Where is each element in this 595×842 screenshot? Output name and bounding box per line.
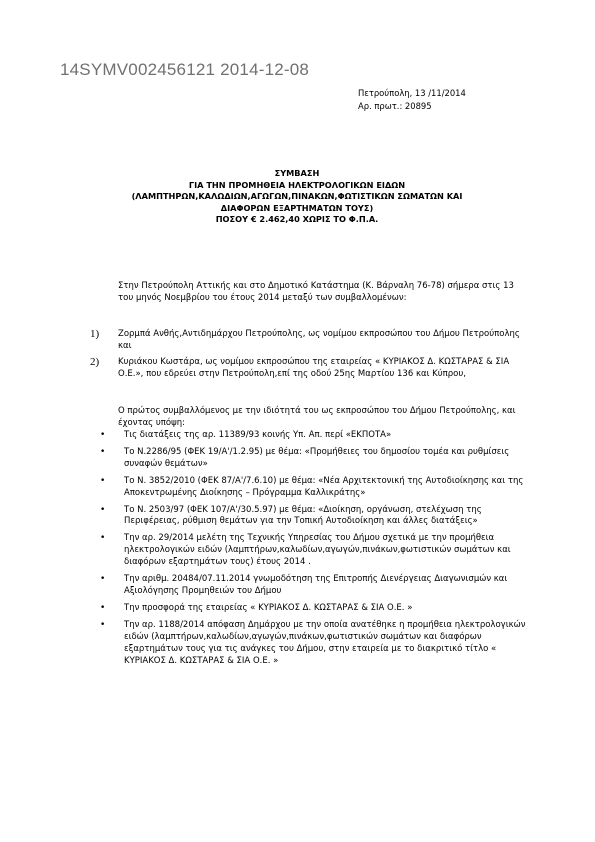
list-item-text: Την αριθμ. 20484/07.11.2014 γνωμοδότηση της Επιτροπής Διενέργειας Διαγωνισμών και Αξιολόγησης Προμηθειών του Δήμου [124,574,508,596]
list-item-text: Την αρ. 1188/2014 απόφαση Δημάρχου με την οποία ανατέθηκε η προμήθεια ηλεκτρολογικών ειδών (λαμπτήρων,καλωδίων,αγωγών,πινάκων,φωτιστικών σωμάτων και διαφόρων εξαρτημάτων τους για τις ανάγκες του Δήμου, στην εταιρεία με το διακριτικό τίτλο « ΚΥΡΙΑΚΟΣ Δ. ΚΩΣΤΑΡΑΣ & ΣΙΑ Ο.Ε. » [124,619,526,666]
bullet-icon: • [100,430,106,440]
title-line-2: ΓΙΑ ΤΗΝ ΠΡΟΜΗΘΕΙΑ ΗΛΕΚΤΡΟΛΟΓΙΚΩΝ ΕΙΔΩΝ [188,179,406,190]
list-item [100,505,540,529]
title-line-1: ΣΥΜΒΑΣΗ [274,168,320,178]
document-title [70,168,524,226]
protocol-number: Αρ. πρωτ.: 20895 [358,101,432,111]
title-line-3: (ΛΑΜΠΤΗΡΩΝ,ΚΑΛΩΔΙΩΝ,ΑΓΩΓΩΝ,ΠΙΝΑΚΩΝ,ΦΩΤΙΣΤΙΚΩΝ ΣΩΜΑΤΩΝ ΚΑΙ [131,191,463,202]
list-item [100,620,540,668]
list-item-text: Την προσφορά της εταιρείας « ΚΥΡΙΑΚΟΣ Δ. ΚΩΣΤΑΡΑΣ & ΣΙΑ Ο.Ε. » [124,602,413,613]
party-number: 2) [90,356,100,368]
party-item [90,328,530,352]
party-number: 1) [90,328,100,340]
legal-basis-list [100,430,540,672]
party-item [90,356,530,380]
bullet-icon: • [100,504,106,515]
bullet-icon: • [100,574,106,585]
place-date: Πετρούπολη, 13 /11/2014 [358,88,466,98]
list-item-text: Το Ν. 3852/2010 (ΦΕΚ 87/Α'/7.6.10) με θέμα: «Νέα Αρχιτεκτονική της Αυτοδιοίκησης και της Αποκεντρωμένης Διοίκησης – Πρόγραμμα Καλλικράτης» [124,475,524,498]
bullet-icon: • [100,475,106,486]
bullet-icon: • [100,602,106,613]
intro-paragraph: Στην Πετρούπολη Αττικής και στο Δημοτικό Κατάστημα (Κ. Βάρναλη 76-78) σήμερα στις 13 του μηνός Νοεμβρίου του έτους 2014 μεταξύ των συμβαλλομένων: [118,281,514,303]
list-item [100,447,540,471]
document-watermark-id: 14SYMV002456121 2014-12-08 [60,60,310,79]
title-line-4: ΔΙΑΦΟΡΩΝ ΕΞΑΡΤΗΜΑΤΩΝ ΤΟΥΣ) [220,202,374,213]
list-item [100,430,540,442]
parties-list [90,328,530,384]
place-date-block [358,87,466,113]
bullet-icon: • [100,446,106,457]
bullet-icon: • [100,533,106,544]
list-item [100,603,540,615]
first-party-paragraph: Ο πρώτος συμβαλλόμενος με την ιδιότητά του ως εκπροσώπου του Δήμου Πετρούπολης, και έχοντας υπόψη: [118,406,516,428]
party-text: Κυριάκου Κωστάρα, ως νομίμου εκπροσώπου της εταιρείας « ΚΥΡΙΑΚΟΣ Δ. ΚΩΣΤΑΡΑΣ & ΣΙΑ Ο.Ε.», που εδρεύει στην Πετρούπολη,επί της οδού 25ης Μαρτίου 136 και Κύπρου, [118,357,510,379]
list-item [100,533,540,569]
title-line-5: ΠΟΣΟΥ € 2.462,40 ΧΩΡΙΣ ΤΟ Φ.Π.Α. [215,214,379,225]
list-item [100,476,540,500]
bullet-icon: • [100,619,106,630]
list-item-text: Το Ν. 2503/97 (ΦΕΚ 107/Α'/30.5.97) με θέμα: «Διοίκηση, οργάνωση, στελέχωση της Περιφέρειας, ρύθμιση θεμάτων για την Τοπική Αυτοδιοίκηση και άλλες διατάξεις» [124,504,482,527]
list-item [100,574,540,598]
list-item-text: Την αρ. 29/2014 μελέτη της Τεχνικής Υπηρεσίας του Δήμου σχετικά με την προμήθεια ηλεκτρολογικών ειδών (λαμπτήρων,καλωδίων,αγωγών,πινάκων,φωτιστικών σωμάτων και διαφόρων εξαρτημάτων τους) έτους 2014 . [124,533,511,568]
list-item-text: Τις διατάξεις της αρ. 11389/93 κοινής Υπ. Απ. περί «ΕΚΠΟΤΑ» [124,430,392,440]
list-item-text: Το Ν.2286/95 (ΦΕΚ 19/Α'/1.2.95) με θέμα: «Προμήθειες του δημοσίου τομέα και ρυθμίσεις συναφών θεμάτων» [124,446,510,469]
party-text: Ζορμπά Ανθής,Αντιδημάρχου Πετρούπολης, ως νομίμου εκπροσώπου του Δήμου Πετρούπολης και [118,329,520,351]
